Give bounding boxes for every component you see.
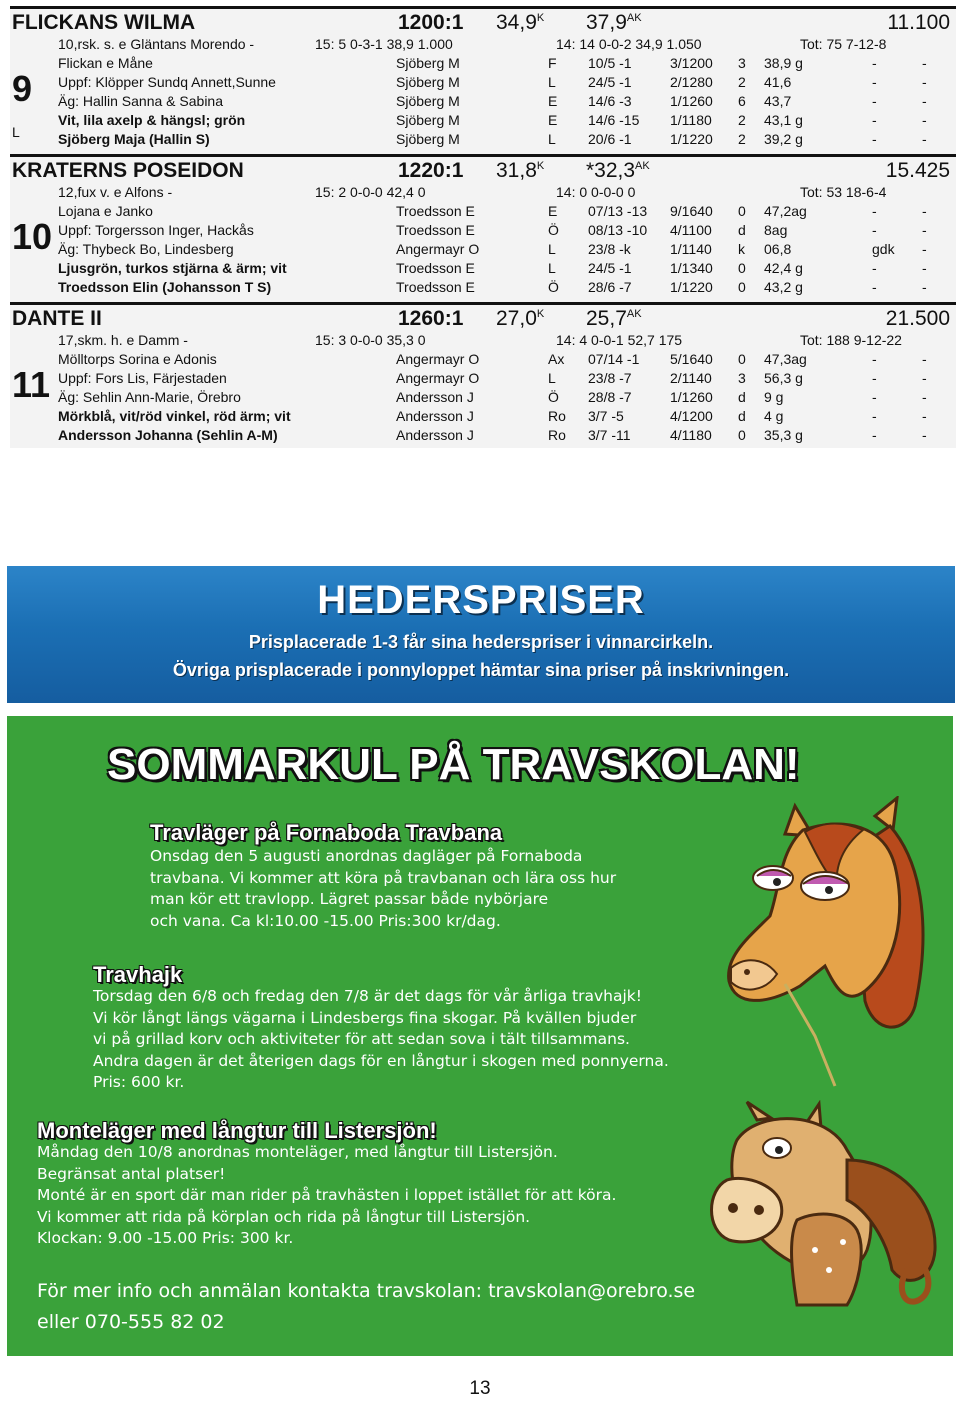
horse-entry [10,154,956,296]
info-line: 10,rsk. s. e Gläntans Morendo - [58,36,255,52]
horse-odds: 1260:1 [398,307,464,330]
section-text-montelager [37,1142,616,1250]
start-distance: 5/1640 [670,351,713,367]
start-odds: - [872,427,877,443]
start-placing: d [738,408,746,424]
starts-date [588,54,639,149]
start-date: 24/5 -1 [588,260,632,276]
info-line: Ljusgrön, turkos stjärna & ärm; vit [58,260,287,276]
info-line: Äg: Hallin Sanna & Sabina [58,93,223,109]
info-line: Flickan e Måne [58,55,153,71]
start-driver: Sjöberg M [396,112,460,128]
start-odds: gdk [872,241,895,257]
start-note: - [922,55,927,71]
record-value: 31,8 [496,159,537,182]
text-line: Måndag den 10/8 anordnas monteläger, med långtur till Listersjön. [37,1143,558,1161]
starts-placing [738,202,746,297]
start-date: 3/7 -5 [588,408,624,424]
section-text-travhajk [93,986,669,1094]
text-line: vi på grillad korv och aktiviteter för att sedan sova i tält tillsammans. [93,1030,630,1049]
start-time: 41,6 [764,74,792,90]
horse-record-k [496,11,544,35]
starts-placing [738,350,746,445]
info-line: Vit, lila axelp & hängsl; grön [58,112,246,128]
text-line: Begränsat antal platser! [37,1164,226,1183]
horse-mark: L [12,124,20,140]
record-sup: K [536,160,545,172]
start-odds: - [872,112,877,128]
start-track: Ö [548,389,559,405]
start-date: 3/7 -11 [588,427,631,443]
section-heading-travhajk: Travhajk [93,962,183,987]
starts-odds [872,350,877,445]
start-placing: 0 [738,260,746,276]
start-distance: 1/1180 [670,112,712,128]
hederspriser-line-2: Övriga prisplacerade i ponnyloppet hämtar sina priser på inskrivningen. [172,660,790,680]
start-note: - [922,427,927,443]
start-odds: - [872,93,877,109]
horse-record-ak [586,159,650,183]
text-line: Pris: 600 kr. [93,1073,185,1092]
start-driver: Andersson J [396,389,474,405]
start-placing: 2 [738,74,746,90]
start-note: - [922,112,927,128]
start-time: 35,3 g [764,427,803,443]
stats-15: 15: 3 0-0-0 35,3 0 [315,332,426,348]
start-driver: Andersson J [396,427,474,443]
horse-odds: 1200:1 [398,11,464,34]
starts-distance [670,54,713,149]
start-odds: - [872,131,877,147]
info-line: Lojana e Janko [58,203,153,219]
horse-record-k [496,307,544,331]
start-time: 56,3 g [764,370,803,386]
starts-driver [396,202,479,297]
start-time: 9 g [764,389,784,405]
start-placing: 2 [738,131,746,147]
start-note: - [922,74,927,90]
horse-name: FLICKANS WILMA [12,11,196,34]
text-line: Torsdag den 6/8 och fredag den 7/8 är det dags för vår årliga travhajk! [93,987,643,1005]
start-distance: 9/1640 [670,203,713,219]
start-track: Ax [548,351,565,367]
start-distance: 1/1260 [670,93,713,109]
season-stats [315,35,495,54]
record-sup: AK [635,160,650,172]
horse-earnings: 21.500 [885,307,950,330]
start-number: 9 [12,68,33,109]
text-line: travbana. Vi kommer att köra på travbanan och lära oss hur [150,868,617,887]
record-sup: K [536,12,545,24]
start-driver: Troedsson E [396,260,475,276]
horse-entry [10,302,956,444]
start-date: 20/6 -1 [588,131,632,147]
start-placing: 0 [738,279,746,295]
start-time: 47,2ag [764,203,807,219]
start-distance: 2/1140 [670,370,712,386]
start-driver: Angermayr O [396,351,480,367]
start-distance: 4/1200 [670,408,713,424]
start-odds: - [872,408,877,424]
start-track: Ö [548,222,559,238]
info-line: Andersson Johanna (Sehlin A-M) [58,427,278,443]
hederspriser-title: HEDERSPRISER [317,578,645,622]
start-placing: d [738,222,746,238]
horse-info [58,35,358,149]
start-track: L [548,74,556,90]
text-line: Vi kommer att rida på körplan och rida på långtur till Listersjön. [37,1207,531,1226]
start-date: 14/6 -15 [588,112,640,128]
starts-time [764,54,803,149]
start-driver: Sjöberg M [396,55,460,71]
start-driver: Troedsson E [396,203,475,219]
start-note: - [922,370,927,386]
info-line: Mölltorps Sorina e Adonis [58,351,217,367]
start-odds: - [872,74,877,90]
start-note: - [922,279,927,295]
start-track: F [548,55,557,71]
starts-track [548,202,559,297]
season-stats-14: 14: 4 0-0-1 52,7 175 [556,332,683,348]
info-line: Äg: Sehlin Ann-Marie, Örebro [58,389,241,405]
start-distance: 3/1200 [670,55,713,71]
start-time: 06,8 [764,241,792,257]
start-placing: 0 [738,351,746,367]
start-time: 39,2 g [764,131,803,147]
info-line: Uppf: Fors Lis, Färjestaden [58,370,227,386]
info-line: Äg: Thybeck Bo, Lindesberg [58,241,234,257]
start-note: - [922,351,927,367]
hederspriser-banner [7,566,955,703]
start-time: 38,9 g [764,55,803,71]
start-time: 43,2 g [764,279,803,295]
start-time: 43,7 [764,93,792,109]
starts-placing [738,54,746,149]
start-track: E [548,112,558,128]
start-odds: - [872,370,877,386]
horse-record-ak [586,11,642,35]
start-track: L [548,131,556,147]
start-time: 47,3ag [764,351,807,367]
start-note: - [922,241,927,257]
starts-date [588,350,639,445]
total-stats: Tot: 75 7-12-8 [800,36,887,52]
start-placing: 0 [738,203,746,219]
start-number: 11 [12,364,51,405]
start-driver: Sjöberg M [396,131,460,147]
start-time: 42,4 g [764,260,803,276]
start-time: 8ag [764,222,788,238]
text-line: Vi kör långt längs vägarna i Lindesbergs fina skogar. På kvällen bjuder [93,1008,637,1027]
start-placing: 2 [738,112,746,128]
start-driver: Angermayr O [396,370,480,386]
start-placing: 3 [738,370,746,386]
start-odds: - [872,389,877,405]
start-number: 10 [12,216,53,257]
info-line: Uppf: Klöpper Sundq Annett,Sunne [58,74,276,90]
horse-header-bar [10,302,956,328]
page-number: 13 [469,1378,491,1399]
start-driver: Angermayr O [396,241,480,257]
start-placing: 3 [738,55,746,71]
horse-name: KRATERNS POSEIDON [12,159,244,182]
starts-driver [396,350,479,445]
text-line: man kör ett travlopp. Lägret passar både nybörjare [150,890,549,909]
contact-line-1: För mer info och anmälan kontakta travskolan: travskolan@orebro.se [37,1280,696,1302]
info-line: Troedsson Elin (Johansson T S) [58,279,272,295]
start-time: 43,1 g [764,112,803,128]
text-line: Andra dagen är det återigen dags för en långtur i skogen med ponnyerna. [93,1051,669,1070]
start-track: E [548,203,558,219]
start-date: 23/8 -7 [588,370,632,386]
start-track: L [548,241,556,257]
start-distance: 2/1280 [670,74,713,90]
horse-header-bar [10,6,956,32]
horse-entry [10,6,956,148]
cartoon-ponies-illustration [697,1100,947,1310]
start-note: - [922,408,927,424]
horse-odds: 1220:1 [398,159,464,182]
start-date: 14/6 -3 [588,93,632,109]
start-note: - [922,203,927,219]
starts-track [548,350,566,445]
season-stats-14: 14: 0 0-0-0 0 [556,184,636,200]
start-date: 10/5 -1 [588,55,632,71]
hederspriser-line-1: Prisplacerade 1-3 får sina hederspriser i vinnarcirkeln. [248,632,714,652]
start-note: - [922,131,927,147]
starts-odds [872,54,877,149]
start-time: 4 g [764,408,784,424]
total-stats: Tot: 188 9-12-22 [800,332,902,348]
horse-info [58,331,358,445]
start-placing: 0 [738,427,746,443]
contact-info [37,1276,695,1338]
start-placing: 6 [738,93,746,109]
info-line: Sjöberg Maja (Hallin S) [58,131,210,147]
section-text-travlager [150,846,616,932]
horse-earnings: 15.425 [885,159,950,182]
start-track: Ro [548,427,566,443]
info-line: Uppf: Torgersson Inger, Hackås [58,222,254,238]
sommarkul-title: SOMMARKUL PÅ TRAVSKOLAN! [107,740,800,789]
record-sup: AK [626,308,642,320]
start-track: L [548,260,556,276]
record-value: *32,3 [586,159,636,182]
starts-note [922,54,927,149]
start-placing: d [738,389,746,405]
start-odds: - [872,55,877,71]
record-value: 34,9 [496,11,537,34]
start-odds: - [872,222,877,238]
start-distance: 4/1180 [670,427,712,443]
record-value: 25,7 [586,307,627,330]
stats-15: 15: 5 0-3-1 38,9 1.000 [315,36,453,52]
start-note: - [922,222,927,238]
horse-record-k [496,159,544,183]
record-sup: AK [626,12,642,24]
start-odds: - [872,279,877,295]
start-odds: - [872,351,877,367]
start-note: - [922,93,927,109]
starts-distance [670,350,713,445]
starts-date [588,202,647,297]
season-stats [315,331,495,350]
starts-time [764,350,807,445]
start-date: 07/14 -1 [588,351,640,367]
text-line: Onsdag den 5 augusti anordnas dagläger på Fornaboda [150,847,583,865]
start-date: 24/5 -1 [588,74,632,90]
season-stats-14: 14: 14 0-0-2 34,9 1.050 [556,36,702,52]
horse-name: DANTE II [12,307,102,330]
start-odds: - [872,203,877,219]
start-driver: Andersson J [396,408,474,424]
start-driver: Troedsson E [396,222,475,238]
start-date: 07/13 -13 [588,203,648,219]
start-track: E [548,93,558,109]
start-date: 28/6 -7 [588,279,632,295]
start-distance: 1/1220 [670,279,713,295]
starts-note [922,202,927,297]
text-line: Monté är en sport där man rider på travhästen i loppet istället för att köra. [37,1186,617,1205]
text-line: Klockan: 9.00 -15.00 Pris: 300 kr. [37,1229,294,1248]
start-distance: 1/1220 [670,131,713,147]
start-distance: 1/1140 [670,241,712,257]
start-date: 08/13 -10 [588,222,648,238]
start-note: - [922,389,927,405]
section-heading-montelager: Monteläger med långtur till Listersjön! [37,1118,437,1143]
start-date: 23/8 -k [588,241,631,257]
text-line: och vana. Ca kl:10.00 -15.00 Pris:300 kr/dag. [150,911,501,930]
starts-odds [872,202,895,297]
horse-record-ak [586,307,642,331]
starts-note [922,350,927,445]
info-line: 17,skm. h. e Damm - [58,332,188,348]
start-driver: Sjöberg M [396,93,460,109]
start-driver: Troedsson E [396,279,475,295]
start-odds: - [872,260,877,276]
starts-time [764,202,807,297]
start-track: Ro [548,408,566,424]
starts-track [548,54,557,149]
total-stats: Tot: 53 18-6-4 [800,184,887,200]
start-distance: 1/1340 [670,260,713,276]
section-heading-travlager: Travläger på Fornaboda Travbana [150,820,503,845]
start-placing: k [738,241,745,257]
info-line: Mörkblå, vit/röd vinkel, röd ärm; vit [58,408,291,424]
start-driver: Sjöberg M [396,74,460,90]
info-line: 12,fux v. e Alfons - [58,184,173,200]
stats-15: 15: 2 0-0-0 42,4 0 [315,184,426,200]
start-track: Ö [548,279,559,295]
season-stats [315,183,495,202]
start-distance: 4/1100 [670,222,712,238]
record-sup: K [536,308,545,320]
record-value: 27,0 [496,307,537,330]
horse-earnings: 11.100 [887,11,950,34]
record-value: 37,9 [586,11,627,34]
race-program [10,6,956,448]
start-note: - [922,260,927,276]
sommarkul-panel [7,716,953,1356]
starts-distance [670,202,713,297]
starts-driver [396,54,460,149]
horse-info [58,183,358,297]
cartoon-horse-illustration [725,796,930,1091]
start-date: 28/8 -7 [588,389,632,405]
horse-header-bar [10,154,956,180]
start-track: L [548,370,556,386]
start-distance: 1/1260 [670,389,713,405]
contact-line-2: eller 070-555 82 02 [37,1311,225,1333]
